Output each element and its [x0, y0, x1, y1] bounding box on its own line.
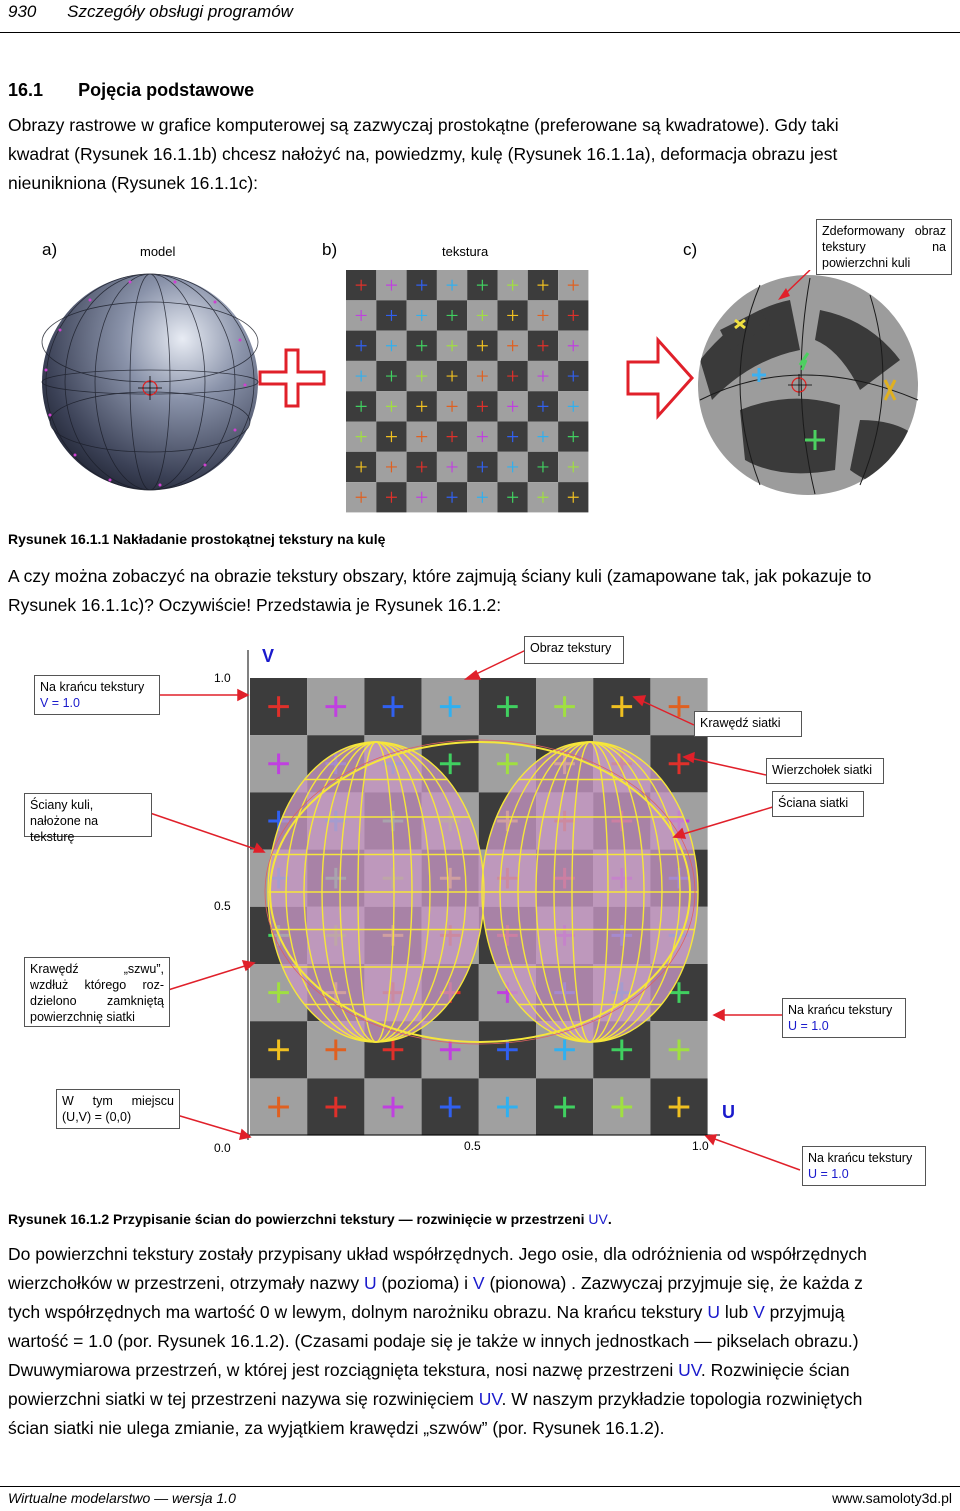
callout-u-edge-mid [782, 998, 906, 1038]
fig1-model-text: model [140, 244, 176, 259]
text: przyjmują [769, 1302, 845, 1322]
uv-letter: U [363, 1273, 377, 1293]
figure1-graphics [0, 270, 960, 520]
paragraph-3 [8, 1240, 952, 1443]
fig1-label-b: b) [322, 240, 338, 259]
text: tych współrzędnych ma wartość 0 w lewym, dolnym narożniku obrazu. Na krańcu tekstury [8, 1302, 703, 1322]
p3-line [8, 1356, 952, 1385]
section-heading [8, 80, 254, 101]
callout-text: W tym miejscu (U,V) = (0,0) [62, 1094, 174, 1124]
figure2-caption [8, 1211, 612, 1227]
text: (pionowa) . Zazwyczaj przyjmuje się, że każda z [489, 1273, 863, 1293]
tick-v-1: 1.0 [214, 671, 231, 685]
text: powierzchni siatki w tej przestrzeni nazywa się rozwinięciem [8, 1389, 474, 1409]
axis-v-label: V [262, 646, 275, 666]
plus-icon [260, 350, 324, 406]
callout-text: Na krańcu tekstury [40, 680, 145, 694]
paragraph-1 [8, 111, 952, 198]
page-header [8, 2, 293, 22]
sphere-model [42, 274, 258, 490]
uv-letter: V [753, 1302, 765, 1322]
figure1-caption: Rysunek 16.1.1 Nakładanie prostokątnej tekstury na kulę [8, 531, 386, 547]
callout-texture-image [524, 636, 624, 664]
callout-text: Ściana siatki [778, 796, 849, 810]
callout-mesh-vertex [766, 758, 884, 784]
section-number: 16.1 [8, 80, 44, 100]
p2-line: Rysunek 16.1.1c)? Oczywiście! Przedstawia je Rysunek 16.1.2: [8, 595, 502, 615]
text: wierzchołków w przestrzeni, otrzymały nazwy [8, 1273, 360, 1293]
fig1-label-c: c) [683, 240, 698, 259]
uv-letter: UV [678, 1360, 701, 1380]
page-number: 930 [8, 2, 37, 21]
footer-left: Wirtualne modelarstwo — wersja 1.0 [8, 1490, 236, 1506]
p1-line: kwadrat (Rysunek 16.1.1b) chcesz nałożyć na, powiedzmy, kulę (Rysunek 16.1.1a), deformacja obrazu jest [8, 144, 838, 164]
text: . W naszym przykładzie topologia rozwiniętych [501, 1389, 863, 1409]
p1-line: nieunikniona (Rysunek 16.1.1c): [8, 173, 259, 193]
callout-text: Ściany kuli, nałożone na teksturę [30, 798, 99, 844]
sphere-deformed [698, 275, 920, 495]
callout-text: Na krańcu tekstury [788, 1003, 893, 1017]
p3-line [8, 1385, 952, 1414]
tick-u-1: 1.0 [692, 1139, 709, 1153]
paragraph-2 [8, 562, 952, 620]
fig1-label-a: a) [42, 240, 58, 259]
section-title: Pojęcia podstawowe [78, 80, 255, 100]
fig1-texture-text: tekstura [442, 244, 489, 259]
tick-u-05: 0.5 [464, 1139, 481, 1153]
caption-text: Rysunek 16.1.2 Przypisanie ścian do powierzchni tekstury — rozwinięcie w przestrzeni [8, 1211, 585, 1227]
axis-u-label: U [722, 1102, 735, 1122]
p1-line: Obrazy rastrowe w grafice komputerowej są zazwyczaj prostokątne (preferowane są kwadratowe). Gdy taki [8, 115, 839, 135]
arrow-icon [628, 340, 692, 416]
footer-right: www.samoloty3d.pl [832, 1490, 952, 1506]
p3-line [8, 1269, 952, 1298]
callout-u-edge-bottom [802, 1146, 926, 1186]
fig1-callout-deformed [816, 219, 952, 275]
caption-end: . [607, 1211, 612, 1227]
p3-line: ścian siatki nie ulega zmianie, za wyjątkiem krawędzi „szwów” (por. Rysunek 16.1.2). [8, 1418, 665, 1438]
text: . Rozwinięcie ścian [700, 1360, 850, 1380]
footer-rule [0, 1486, 960, 1487]
callout-text: Wierzchołek siatki [772, 763, 873, 777]
callout-value: U = 1.0 [808, 1167, 849, 1181]
callout-value: V = 1.0 [40, 696, 80, 710]
callout-text: Krawędź siatki [700, 716, 781, 730]
chapter-title: Szczegóły obsługi programów [67, 2, 293, 21]
callout-v-edge [34, 675, 160, 715]
callout-text: Krawędź „szwu”, wzdłuż którego roz- dzielono zamkniętą powierzchnię siatki [30, 962, 164, 1024]
p2-line: A czy można zobaczyć na obrazie tekstury obszary, które zajmują ściany kuli (zamapowane tak, jak pokazuje to [8, 566, 872, 586]
caption-uv: UV [588, 1211, 608, 1227]
callout-sphere-faces [24, 793, 152, 844]
tick-origin: 0.0 [214, 1141, 231, 1155]
uv-letter: UV [478, 1389, 502, 1409]
callout-text: Na krańcu tekstury [808, 1151, 913, 1165]
callout-seam-edge [24, 957, 170, 1027]
texture-checkerboard [346, 270, 588, 512]
callout-text: Zdeformowany obraz tekstury na powierzchni kuli [822, 224, 946, 270]
callout-mesh-edge [694, 711, 802, 737]
text: lub [724, 1302, 749, 1322]
uv-letter: V [472, 1273, 485, 1293]
p3-line [8, 1298, 952, 1327]
tick-v-05: 0.5 [214, 899, 231, 913]
callout-mesh-face [772, 791, 864, 817]
callout-origin [56, 1089, 180, 1129]
p3-line: wartość = 1.0 (por. Rysunek 16.1.2). (Czasami podaje się je także w innych jednostkach — pikselach obrazu.) [8, 1331, 859, 1351]
p3-line: Do powierzchni tekstury zostały przypisany układ współrzędnych. Jego osie, dla odróżnienia od współrzędnych [8, 1244, 867, 1264]
text: Dwuwymiarowa przestrzeń, w której jest rozciągnięta tekstura, nosi nazwę przestrzeni [8, 1360, 674, 1380]
callout-text: Obraz tekstury [530, 641, 612, 655]
text: (pozioma) i [381, 1273, 469, 1293]
header-rule [0, 32, 960, 33]
callout-value: U = 1.0 [788, 1019, 829, 1033]
uv-letter: U [707, 1302, 720, 1322]
